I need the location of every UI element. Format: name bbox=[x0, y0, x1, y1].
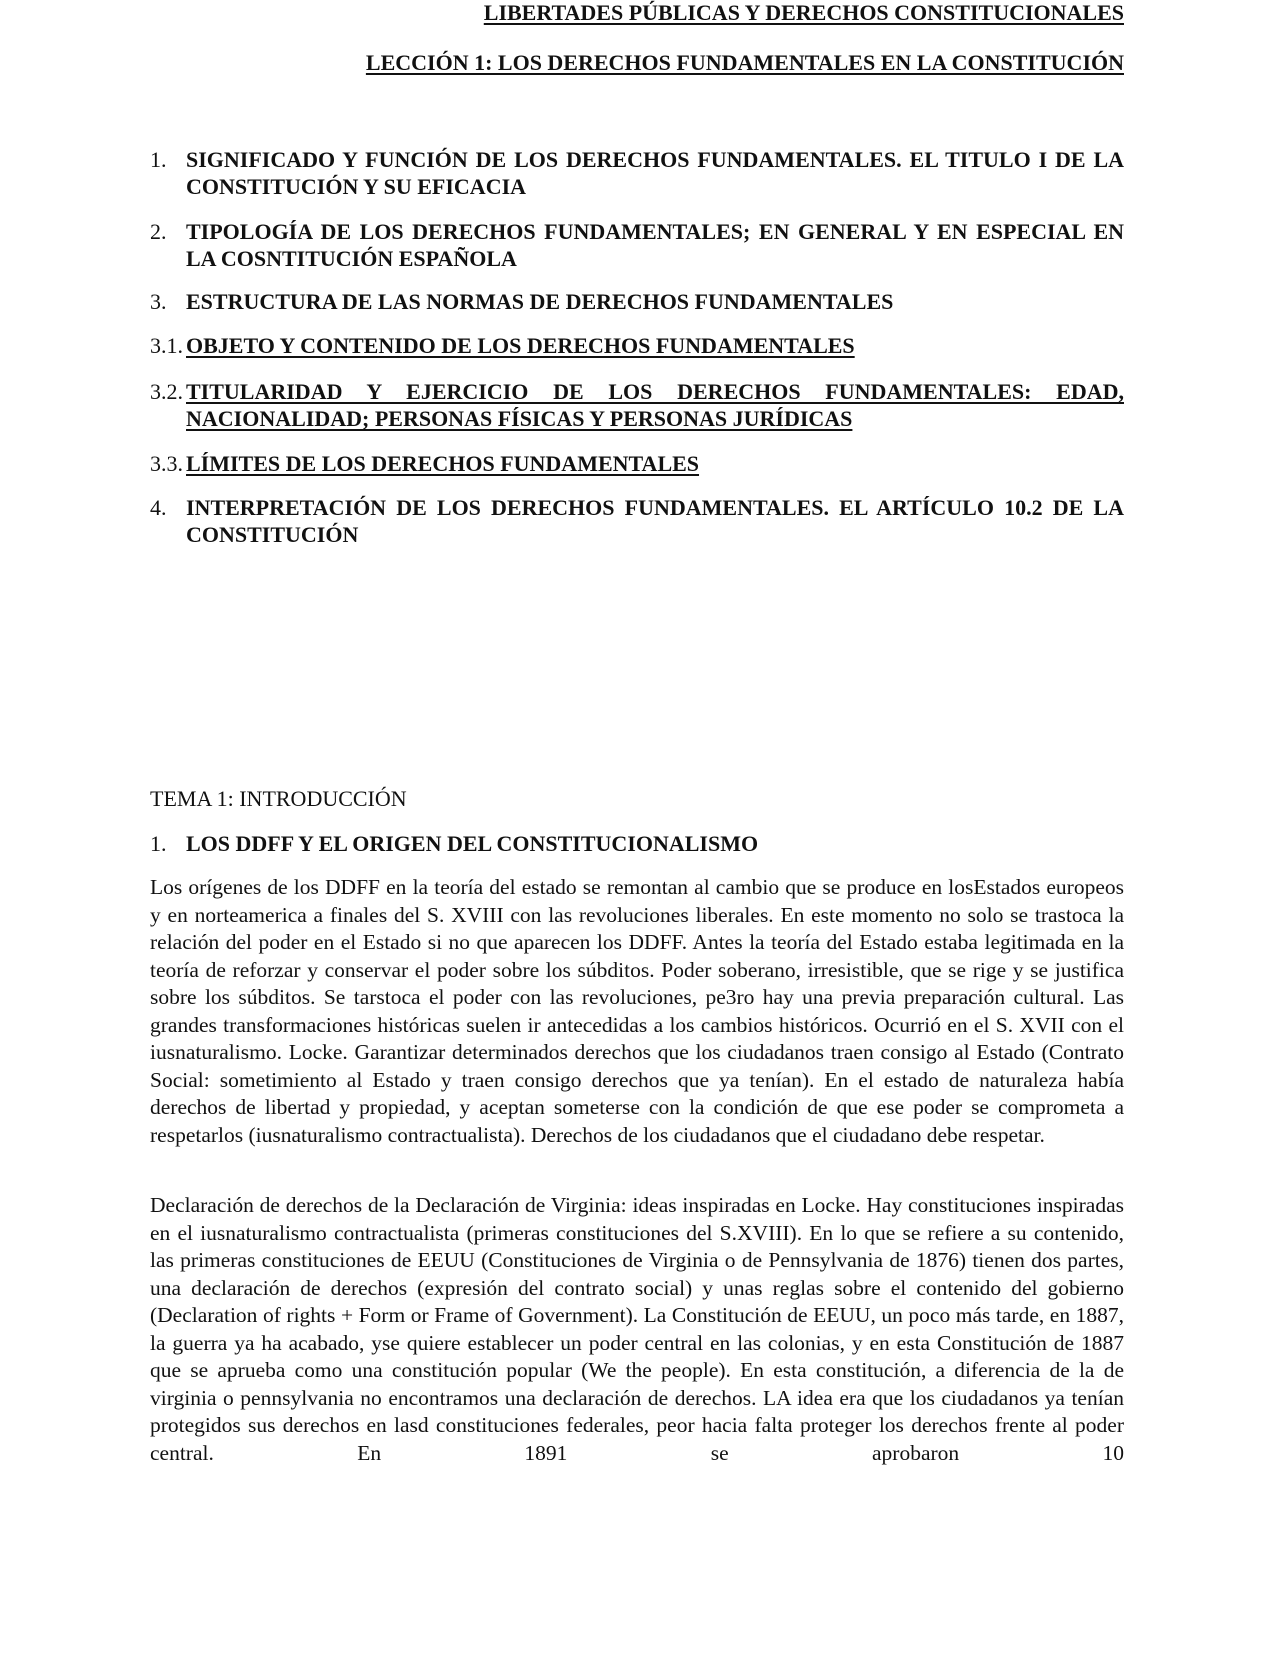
section-title: TEMA 1: INTRODUCCIÓN bbox=[150, 786, 407, 811]
toc-item-number: 3. bbox=[150, 289, 167, 314]
subheading-text: LOS DDFF Y EL ORIGEN DEL CONSTITUCIONALISMO bbox=[186, 831, 759, 856]
toc-item-text: OBJETO Y CONTENIDO DE LOS DERECHOS FUNDAMENTALES bbox=[186, 333, 855, 358]
body-paragraph: Declaración de derechos de la Declaración de Virginia: ideas inspiradas en Locke. Hay constituciones inspiradas en el iusnaturalismo contractualista (primeras constituciones del S.XVIII). En lo que se refiere a su contenido, las primeras constituciones de EEUU (Constituciones de Virginia o de Pennsylvania de 1876) tienen dos partes, una declaración de derechos (expresión del contrato social) y unas reglas sobre el contenido del gobierno (Declaration of rights + Form or Frame of Government). La Constitución de EEUU, un poco más tarde, en 1887, la guerra ya ha acabado, yse quiere establecer un poder central en las colonias, y en esta Constitución de 1887 que se aprueba como una constitución popular (We the people). En esta constitución, a diferencia de la de virginia o pennsylvania no encontramos una declaración de derechos. LA idea era que los ciudadanos ya tenían protegidos sus derechos en lasd constituciones federales, peor hacia falta proteger los derechos frente al poder central. En 1891 se aprobaron 10 bbox=[150, 1193, 1124, 1465]
toc-item-text: ESTRUCTURA DE LAS NORMAS DE DERECHOS FUNDAMENTALES bbox=[186, 289, 894, 314]
lesson-title: LECCIÓN 1: LOS DERECHOS FUNDAMENTALES EN LA CONSTITUCIÓN bbox=[365, 50, 1124, 75]
toc-item-text: LÍMITES DE LOS DERECHOS FUNDAMENTALES bbox=[186, 451, 700, 476]
toc-item bbox=[150, 288, 1124, 315]
toc-item bbox=[150, 494, 1124, 548]
toc-item-text: TIPOLOGÍA DE LOS DERECHOS FUNDAMENTALES; EN GENERAL Y EN ESPECIAL EN LA COSNTITUCIÓN ESPAÑOLA bbox=[186, 219, 1124, 271]
toc-item-number: 3.2. bbox=[150, 379, 183, 404]
subheading bbox=[150, 830, 1124, 857]
toc-item-number: 1. bbox=[150, 147, 167, 172]
toc-item-text: SIGNIFICADO Y FUNCIÓN DE LOS DERECHOS FUNDAMENTALES. EL TITULO I DE LA CONSTITUCIÓN Y SU EFICACIA bbox=[186, 147, 1124, 199]
toc-item-number: 4. bbox=[150, 495, 167, 520]
body-paragraph: Los orígenes de los DDFF en la teoría del estado se remontan al cambio que se produce en losEstados europeos y en norteamerica a finales del S. XVIII con las revoluciones liberales. En este momento no solo se trastoca la relación del poder en el Estado si no que aparecen los DDFF. Antes la teoría del Estado estaba legitimada en la teoría de reforzar y conservar el poder sobre los súbditos. Poder soberano, irresistible, que se rige y se justifica sobre los súbditos. Se tarstoca el poder con las revoluciones, pe3ro hay una previa preparación cultural. Las grandes transformaciones históricas suelen ir antecedidas a los cambios históricos. Ocurrió en el S. XVII con el iusnaturalismo. Locke. Garantizar determinados derechos que los ciudadanos traen consigo al Estado (Contrato Social: sometimiento al Estado y traen consigo derechos que ya tenían). En el estado de naturaleza había derechos de libertad y propiedad, y aceptan someterse con la condición de que ese poder se comprometa a respetarlos (iusnaturalismo contractualista). Derechos de los ciudadanos que el ciudadano debe respetar. bbox=[150, 875, 1124, 1147]
toc-item-number: 3.3. bbox=[150, 451, 183, 476]
toc-item bbox=[150, 378, 1124, 432]
toc-item bbox=[150, 146, 1124, 200]
toc-item bbox=[150, 332, 1124, 359]
toc-item bbox=[150, 218, 1124, 272]
toc-item bbox=[150, 450, 1124, 477]
toc-item-number: 2. bbox=[150, 219, 167, 244]
subheading-number: 1. bbox=[150, 831, 167, 856]
toc-item-number: 3.1. bbox=[150, 333, 183, 358]
toc-item-text: TITULARIDAD Y EJERCICIO DE LOS DERECHOS FUNDAMENTALES: EDAD, NACIONALIDAD; PERSONAS FÍSICAS Y PERSONAS JURÍDICAS bbox=[186, 379, 1124, 431]
course-title: LIBERTADES PÚBLICAS Y DERECHOS CONSTITUCIONALES bbox=[483, 0, 1124, 25]
toc-item-text: INTERPRETACIÓN DE LOS DERECHOS FUNDAMENTALES. EL ARTÍCULO 10.2 DE LA CONSTITUCIÓN bbox=[186, 495, 1124, 547]
